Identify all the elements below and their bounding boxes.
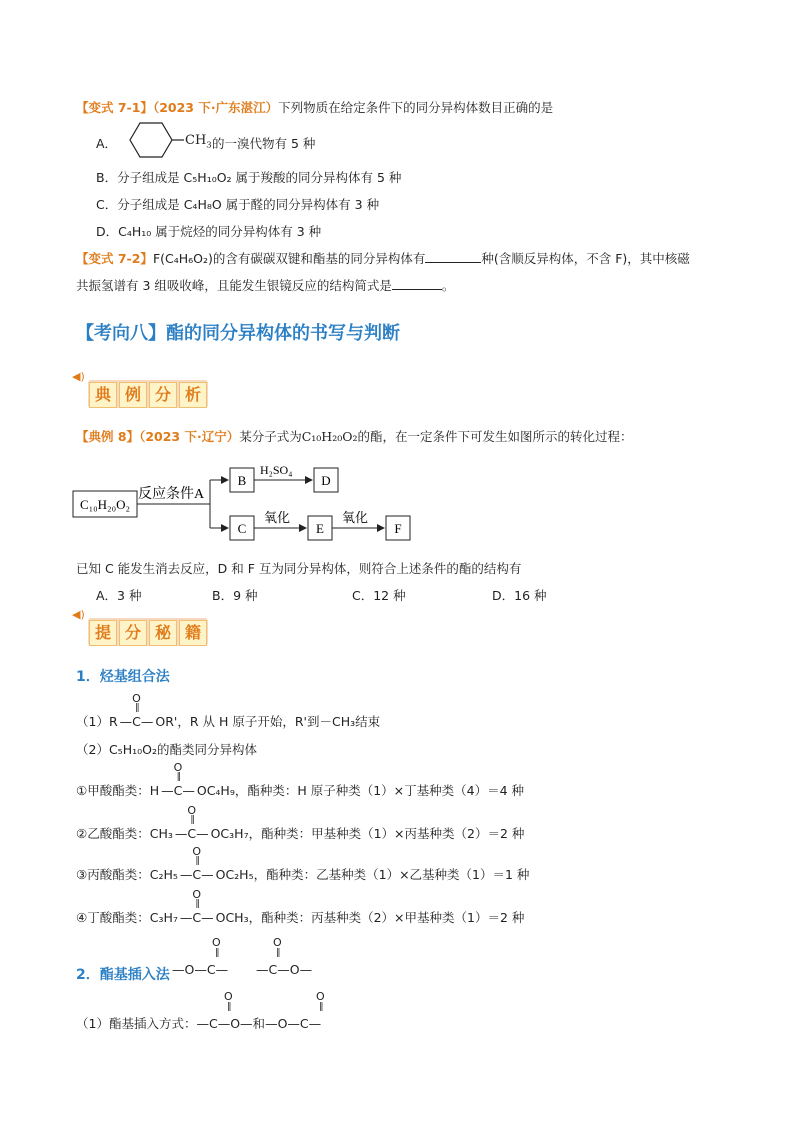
method-2-title: 2．酯基插入法 [76,967,170,983]
label-oxidize-2: 氧化 [342,510,369,525]
variant-7-2-text1: F(C₄H₆O₂)的含有碳碳双键和酯基的同分异构体有 [152,251,426,266]
option-c: C．分子组成是 C₄H₈O 属于醛的同分异构体有 3 种 [96,197,380,212]
variant-7-2-text4: 。 [441,278,455,293]
variant-7-1-question: 下列物质在给定条件下的同分异构体数目正确的是 [278,100,554,115]
ester-row-4: ④丁酸酯类：C₃H₇ — O ‖ C— OCH₃，酯种类：丙基种类（2）×甲基种类（1）＝2 种 [76,888,525,925]
example-8-formula: C₁₀H₂₀O₂ [301,429,358,444]
example-8-known: 已知 C 能发生消去反应，D 和 F 互为同分异构体，则符合上述条件的酯的结构有 [76,561,522,576]
variant-7-2-text3: 共振氢谱有 3 组吸收峰，且能发生银镜反应的结构简式是 [76,278,392,293]
answer-blank-2[interactable] [392,289,442,290]
speaker-icon-2: ◀) [72,608,85,621]
ester-row-2: ②乙酸酯类：CH₃ — O ‖ C— OC₃H₇，酯种类：甲基种类（1）×丙基种类（2）＝2 种 [76,804,525,841]
double-bond-2: ‖ [276,948,281,958]
insert-b-double-bond: ‖ [319,1002,324,1012]
example-8-text-before: 某分子式为 [239,429,302,444]
label-condition: 反应条件A [138,487,205,502]
example-8-text-after: 的酯，在一定条件下可发生如图所示的转化过程： [357,429,633,444]
insert-a-double-bond: ‖ [227,1002,232,1012]
double-bond-1: ‖ [215,948,220,958]
variant-7-2-line1 [76,249,690,267]
variant-7-2-tag: 【变式 7-2】 [76,251,153,266]
method-1-rule-1: （1）R — O ‖ C— OR'，R 从 H 原子开始，R'到－CH₃结束 [76,692,381,729]
variant-7-1-tag: 【变式 7-1】 [76,100,153,115]
insert-mode-a: —C—O— [196,1016,253,1031]
cyclohexane-ring [130,123,172,157]
reaction-diagram [70,458,430,550]
variant-7-2-line2 [76,276,454,294]
option-d: D．C₄H₁₀ 属于烷烃的同分异构体有 3 种 [96,224,322,239]
label-h2so4: H₂SO₄ [260,463,293,477]
example-8-option-d: D．16 种 [492,588,547,603]
variant-7-1-source: （2023 下·广东湛江） [152,100,279,115]
ester-group-2: —C—O— [256,962,313,977]
label-e: E [316,521,324,536]
speaker-icon: ◀) [72,370,85,383]
example-8-tag: 【典例 8】 [76,429,140,444]
label-d: D [321,473,331,488]
option-b: B．分子组成是 C₅H₁₀O₂ 属于羧酸的同分异构体有 5 种 [96,170,402,185]
variant-7-1-line [76,98,553,116]
label-start: C₁₀H₂₀O₂ [79,497,131,512]
label-oxidize-1: 氧化 [264,510,291,525]
label-f: F [394,521,402,536]
option-a-text: 的一溴代物有 5 种 [212,136,316,151]
insert-a-oxygen: O [224,990,233,1003]
ester-2-oxygen: O [273,936,282,949]
example-8-option-c: C．12 种 [352,588,406,603]
answer-blank-1[interactable] [425,262,481,263]
badge-score-tips: 提 分 秘 籍 [88,618,208,646]
badge-typical-example: 典 例 分 析 [88,380,208,408]
example-8-option-a: A．3 种 [96,588,142,603]
insert-b-oxygen: O [316,990,325,1003]
ester-row-1: ①甲酸酯类：H — O ‖ C— OC₄H₉，酯种类：H 原子种类（1）×丁基种类（4）＝4 种 [76,761,525,798]
ester-1-oxygen: O [212,936,221,949]
example-8-source: （2023 下·辽宁） [139,429,240,444]
ester-group-1: —O—C— [172,962,229,977]
label-b: B [237,473,247,488]
method-2-rule-1: （1）酯基插入方式：—C—O—和—O—C— [76,1016,322,1031]
example-8-option-b: B．9 种 [212,588,258,603]
insert-mode-b: —O—C— [265,1016,322,1031]
method-1-rule-2: （2）C₅H₁₀O₂的酯类同分异构体 [76,742,257,757]
methyl-label: $CH_3$ [185,133,212,151]
method-1-title: 1．烃基组合法 [76,669,170,685]
option-a-letter: A． [96,136,118,151]
example-8-line [76,427,633,445]
ester-row-3: ③丙酸酯类：C₂H₅ — O ‖ C— OC₂H₅，酯种类：乙基种类（1）×乙基种类（1）＝1 种 [76,845,530,882]
section-heading-8: 【考向八】酯的同分异构体的书写与判断 [76,323,400,344]
label-c: C [237,521,247,536]
variant-7-2-text2: 种(含顺反异构体，不含 F)，其中核磁 [481,251,690,266]
carbonyl-c: O ‖ C [132,692,141,729]
